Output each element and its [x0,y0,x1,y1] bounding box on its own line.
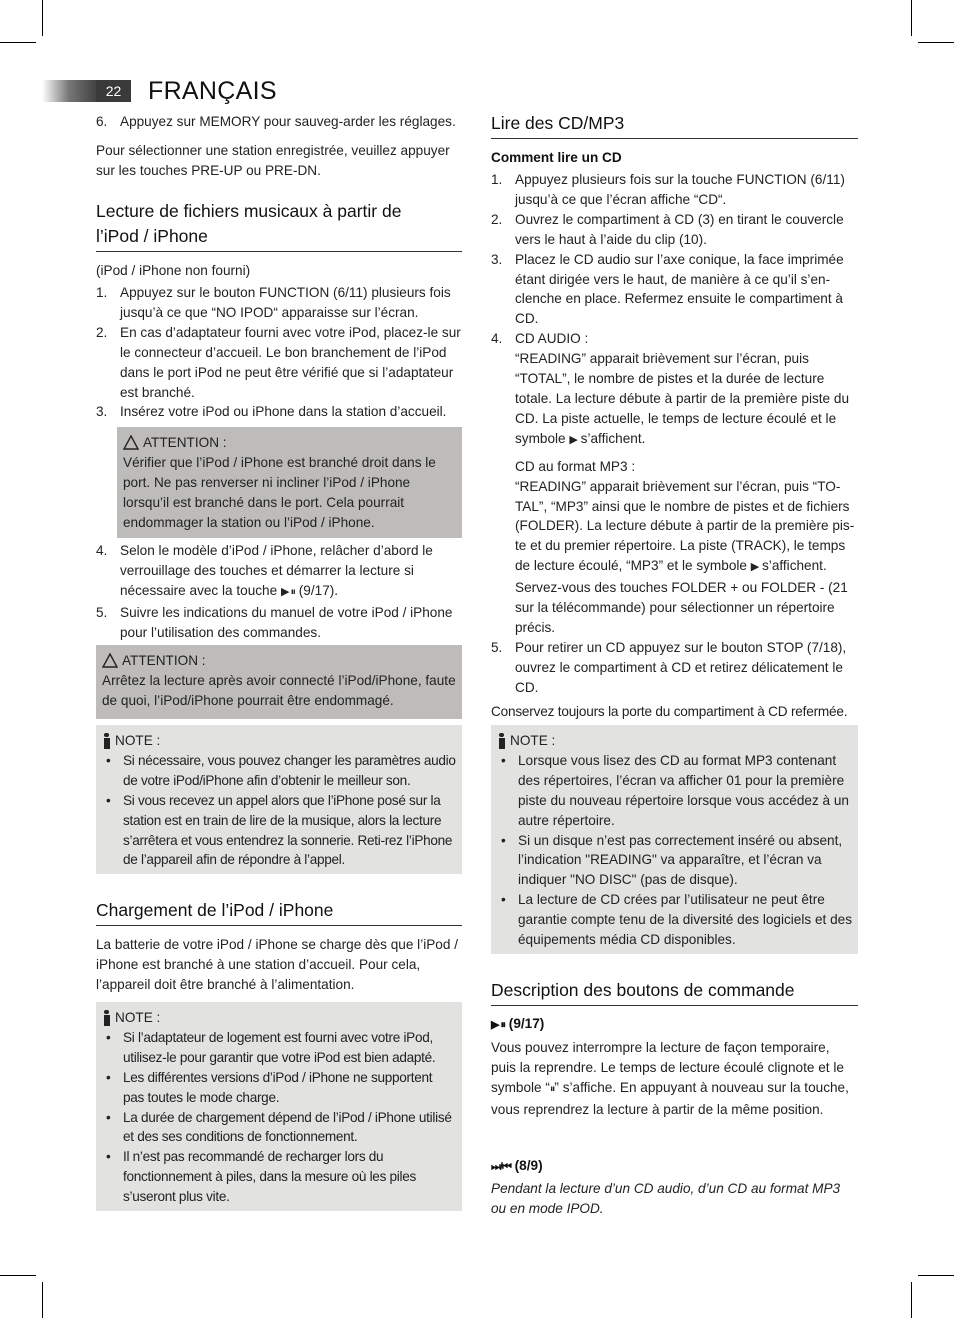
step-list [96,283,462,422]
step-list [96,541,462,643]
charge-paragraph: La batterie de votre iPod / iPhone se charge dès que l’iPod / iPhone est branché à une station d’accueil. Pour cela, l’appareil doit être branché à l’alimentation. [96,937,458,992]
section-heading-buttons: Description des boutons de commande [491,978,858,1006]
attention-title: ATTENTION : [122,653,206,668]
note-title: NOTE : [115,1010,161,1025]
note-box [491,725,858,954]
play-pause-icon: ▶ ⏸ [280,585,295,598]
crop-mark [42,1282,43,1318]
crop-mark [0,42,36,43]
list-item: 1. Appuyez plusieurs fois sur la touche FUNCTION (6/11) jusqu’à ce que l’écran affiche “CD“. [491,172,845,207]
mp3-title: CD au format MP3 : [515,458,636,474]
attention-title: ATTENTION : [143,435,227,450]
section-heading-cd: Lire des CD/MP3 [491,111,858,139]
note-box [96,725,462,874]
note-title: NOTE : [115,733,161,748]
page-number: 22 [96,80,131,102]
list-item: 6. Appuyez sur MEMORY pour sauveg-arder les réglages. [96,114,456,129]
section-heading-charge: Chargement de l’iPod / iPhone [96,898,462,926]
crop-mark [911,1282,912,1318]
cd-audio-title: CD AUDIO : [515,331,589,347]
attention-text: Arrêtez la lecture après avoir connecté l’iPod/iPhone, faute de quoi, l’iPod/iPhone pourrait être endommagé. [102,672,456,708]
play-pause-icon: ▶ ⏸ [491,1019,506,1031]
note-list [497,751,852,950]
crop-mark [0,1275,36,1276]
list-item: • La lecture de CD crées par l’utilisateur ne peut être garantie compte tenu de la diversité des logiciels et des équipements média CD disponibles. [497,890,852,950]
list-item: 5. Pour retirer un CD appuyez sur le bouton STOP (7/18), ouvrez le compartiment à CD et retirez délicatement le CD. [491,639,847,695]
list-item: 2. Ouvrez le compartiment à CD (3) en tirant le couvercle vers le haut à l’aide du clip (10). [491,211,844,247]
page-title: FRANÇAIS [148,77,277,105]
list-item: • Lorsque vous lisez des CD au format MP3 contenant des répertoires, l’écran va afficher 01 pour la première piste du nouveau répertoire lorsque vous accédez à un autre répertoire. [497,751,852,831]
warning-icon [123,435,139,450]
list-item: 2. En cas d’adaptateur fourni avec votre iPod, placez-le sur le connecteur d’accueil. Le bon branchement de l’iPod dans le port iPod ne peut être vérifié que si l’adaptateur est branché. [96,324,461,400]
play-icon: ▶ [750,561,759,574]
crop-mark [918,1275,954,1276]
skip-icon: ⏭/⏮ [491,1161,511,1173]
subheading: ⏭/⏮ (8/9) [491,1158,543,1173]
list-item: 4. Selon le modèle d’iPod / iPhone, relâcher d’abord le verrouillage des touches et démarrer la lecture si nécessaire avec la touche ▶ ⏸ (9/17). [96,543,433,598]
list-item: • La durée de chargement dépend de l’iPod / iPhone utilisé et des ses conditions de fonctionnement. [102,1108,456,1148]
list-item: • Il n’est pas recommandé de recharger lors du fonctionnement à piles, dans la mesure où les piles s’useront plus vite. [102,1147,456,1207]
cd-audio-text: “READING” apparait brièvement sur l’écran, puis “TOTAL”, le nombre de pistes et la durée de lecture totale. La lecture débute à partir de la première piste du CD. La piste actuelle, le temps de lecture écoulé et le symbole ▶ s’affichent. [515,351,850,446]
skip-paragraph: Pendant la lecture d’un CD audio, d’un CD au format MP3 ou en mode IPOD. [491,1181,841,1216]
list-item: 1. Appuyez sur le bouton FUNCTION (6/11) plusieurs fois jusqu’à ce que “NO IPOD“ apparaisse sur l’écran. [96,285,451,320]
list-item: 3. Insérez votre iPod ou iPhone dans la station d’accueil. [96,404,447,420]
info-icon [497,733,506,749]
play-icon: ▶ [569,433,577,446]
note-list [102,751,456,870]
crop-mark [42,0,43,36]
list-item: • Si vous recevez un appel alors que l’iPhone posé sur la station est en train de lire de la musique, alors la lecture s’arrêtera et vous entendrez la sonnerie. Reti-rez l’iPhone de l’appareil afin de répondre à l’appel. [102,791,456,871]
list-item: 5. Suivre les indications du manuel de votre iPod / iPhone pour l’utilisation des commandes. [96,604,453,640]
note-box [96,1002,462,1211]
info-icon [102,1010,111,1026]
list-item: • Si un disque n’est pas correctement inséré ou absent, l’indication "READING" va apparaître, et l’écran va indiquer "NO DISC" (pas de disque). [497,831,852,891]
list-item: • Les différentes versions d’iPod / iPhone ne supportent pas toutes le mode charge. [102,1068,456,1108]
crop-mark [911,0,912,36]
mp3-text: “READING” apparait brièvement sur l’écran, puis “TO-TAL”, “MP3” ainsi que le nombre de pistes et de fichiers (FOLDER). La lecture débute à partir de la première pis-te et du premier répertoire. La piste (TRACK), le temps de lecture écoulé, “MP3” et le symbole ▶ s’affichent. Servez-vous des touches FOLDER + ou FOLDER - (21 sur la télécommande) pour sélectionner un répertoire précis. [515,478,855,635]
crop-mark [918,42,954,43]
list-item: 3. Placez le CD audio sur l’axe conique, la face imprimée étant dirigée vers le haut, de manière à ce qu’il s’en-clenche en place. Refermez ensuite le compartiment à CD. [491,251,844,327]
subheading: ▶ ⏸ (9/17) [491,1016,545,1031]
preset-paragraph: Pour sélectionner une station enregistrée, veuillez appuyer sur les touches PRE-UP ou PRE-DN. [96,143,450,178]
step-list [96,112,462,132]
info-icon [102,733,111,749]
pause-icon: ⏸ [549,1082,555,1095]
attention-box [117,427,462,538]
supply-note: (iPod / iPhone non fourni) [96,263,251,278]
list-item: 4. CD AUDIO : “READING” apparait brièvement sur l’écran, puis “TOTAL”, le nombre de pistes et la durée de lecture totale. La lecture débute à partir de la première piste du CD. La piste actuelle, le temps de lecture écoulé et le symbole ▶ s’affichent. CD au format MP3 : “READING” apparait brièvement sur l’écran, puis “TO-TAL”, “MP3” ainsi que le nombre de pistes et de fichiers (FOLDER). La lecture débute à partir de la première pis-te et du premier répertoire. La piste (TRACK), le temps de lecture écoulé, “MP3” et le symbole ▶ s’affichent. Servez-vous des touches FOLDER + ou FOLDER - (21 sur la télécommande) pour sélectionner un répertoire précis. [491,329,858,638]
step-list [491,170,858,698]
keep-closed-paragraph: Conservez toujours la porte du compartiment à CD refermée. [491,704,848,719]
note-list [102,1028,456,1207]
section-heading-ipod: Lecture de fichiers musicaux à partir de l’iPod / iPhone [96,199,462,252]
attention-box [96,645,462,719]
note-title: NOTE : [510,733,556,748]
play-paragraph: Vous pouvez interrompre la lecture de façon temporaire, puis la reprendre. Le temps de lecture écoulé clignote et le symbole “⏸” s’affiche. En appuyant à nouveau sur la touche, vous reprendrez la lecture à partir de la même position. [491,1040,849,1117]
attention-text: Vérifier que l’iPod / iPhone est branché droit dans le port. Ne pas renverser ni incliner l’iPod / iPhone lorsqu’il est branché dans le port. Cela pourrait endommager la station ou l’iPod / iPhone. [123,454,436,530]
list-item: • Si l’adaptateur de logement est fourni avec votre iPod, utilisez-le pour garantir que votre iPod est bien adapté. [102,1028,456,1068]
warning-icon [102,653,118,668]
list-item: • Si nécessaire, vous pouvez changer les paramètres audio de votre iPod/iPhone afin d’obtenir le meilleur son. [102,751,456,791]
subheading: Comment lire un CD [491,150,622,165]
